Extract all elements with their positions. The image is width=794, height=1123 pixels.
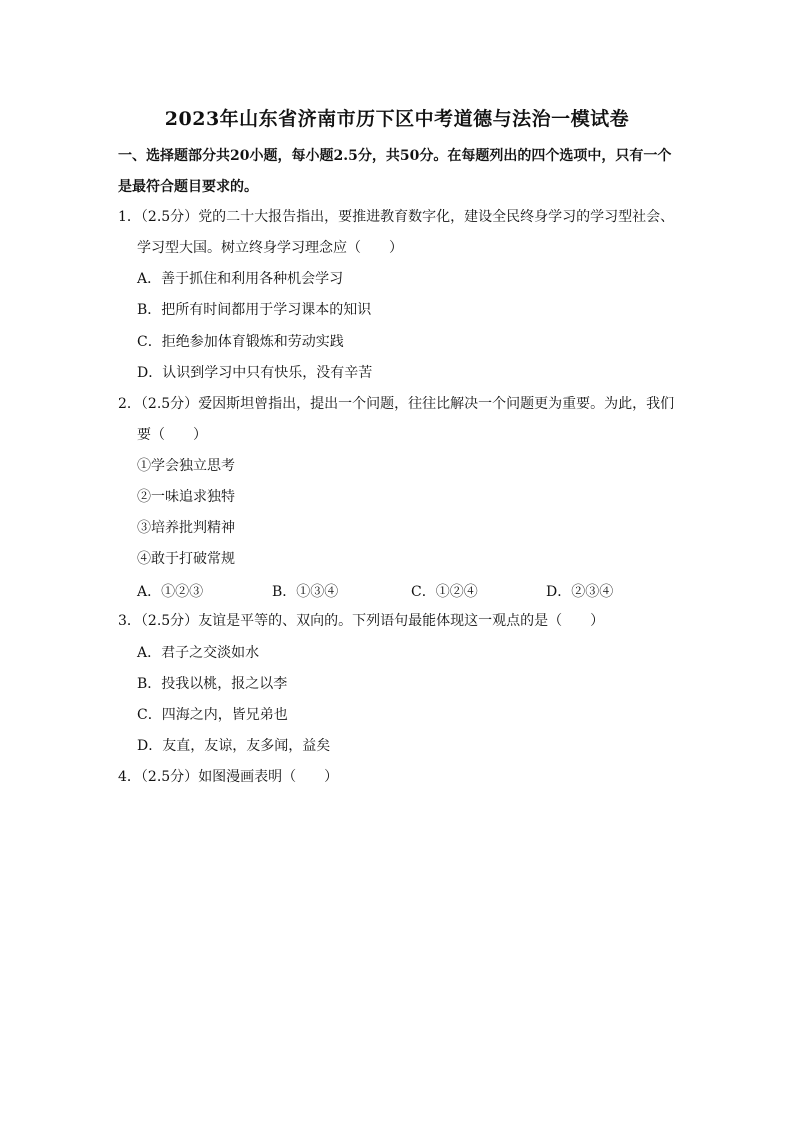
question-3-option-d: D．友直，友谅，友多闻，益矣 (137, 738, 331, 754)
question-1-option-c: C．拒绝参加体育锻炼和劳动实践 (137, 334, 344, 350)
question-1-stem-continued: 学习型大国。树立终身学习理念应（ ） (137, 240, 403, 256)
question-number: 1． (118, 209, 141, 225)
question-2-item-1: ①学会独立思考 (137, 458, 235, 474)
question-2-item-2: ②一味追求独特 (137, 489, 235, 505)
section-instruction-line1: 一、选择题部分共20小题，每小题2.5分，共50分。在每题列出的四个选项中，只有一个 (118, 148, 672, 164)
question-2-item-4: ④敢于打破常规 (137, 551, 235, 567)
section-instruction-line2: 是最符合题目要求的。 (118, 179, 258, 195)
question-3-option-b: B．投我以桃，报之以李 (137, 676, 288, 692)
question-1 (118, 208, 674, 226)
question-2-option-d: D．②③④ (546, 584, 614, 600)
question-1-option-a: A．善于抓住和利用各种机会学习 (137, 271, 344, 287)
question-stem: 党的二十大报告指出，要推进教育数字化，建设全民终身学习的学习型社会、 (198, 209, 675, 225)
question-number: 2． (118, 396, 141, 412)
question-2-item-3: ③培养批判精神 (137, 520, 235, 536)
question-score: （2.5分） (140, 396, 199, 412)
question-2-stem-continued: 要（ ） (137, 427, 207, 443)
question-score: （2.5分） (140, 209, 199, 225)
question-1-option-b: B．把所有时间都用于学习课本的知识 (137, 302, 372, 318)
question-2-option-a: A．①②③ (137, 584, 204, 600)
question-3-option-a: A．君子之交淡如水 (137, 645, 260, 661)
question-score: （2.5分） (140, 613, 199, 629)
question-4 (118, 768, 338, 786)
question-stem: 友谊是平等的、双向的。下列语句最能体现这一观点的是（ ） (198, 613, 605, 629)
question-2-option-c: C．①②④ (411, 584, 478, 600)
question-stem: 如图漫画表明（ ） (198, 769, 339, 785)
question-score: （2.5分） (140, 769, 199, 785)
question-number: 4． (118, 769, 141, 785)
question-2-option-b: B．①③④ (272, 584, 339, 600)
question-3-option-c: C．四海之内，皆兄弟也 (137, 707, 288, 723)
question-1-option-d: D．认识到学习中只有快乐，没有辛苦 (137, 365, 373, 381)
question-2 (118, 395, 674, 413)
question-3 (118, 612, 604, 630)
question-stem: 爱因斯坦曾指出，提出一个问题，往往比解决一个问题更为重要。为此，我们 (198, 396, 675, 412)
page-title: 2023年山东省济南市历下区中考道德与法治一模试卷 (164, 108, 630, 130)
question-number: 3． (118, 613, 141, 629)
